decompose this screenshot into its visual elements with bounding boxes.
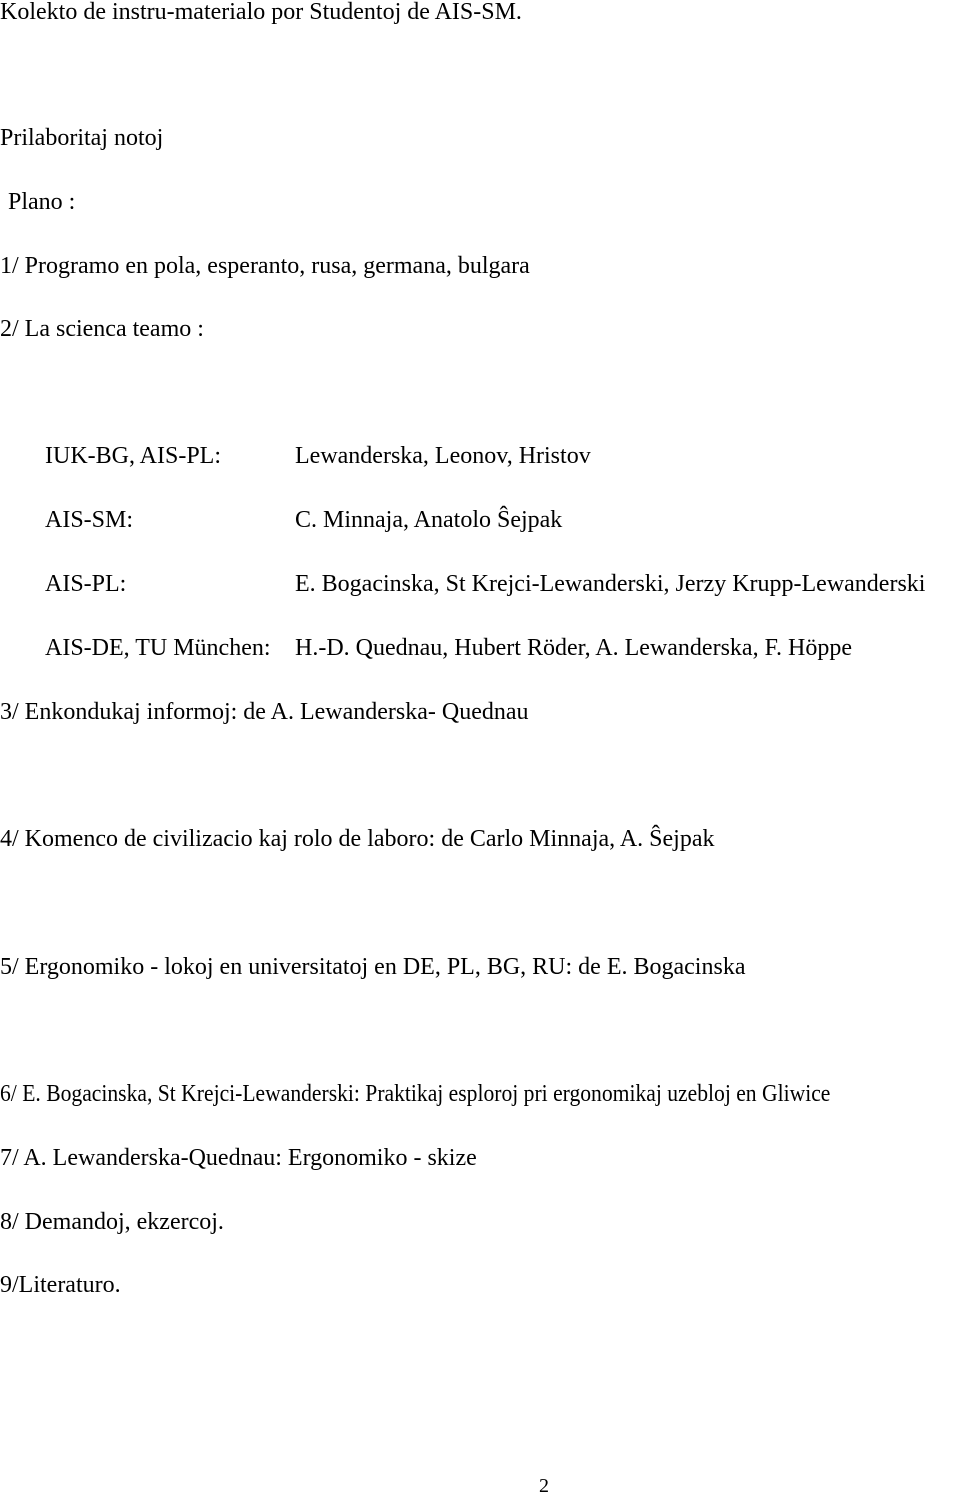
plan-item-7: 7/ A. Lewanderska-Quednau: Ergonomiko - skize	[0, 1145, 477, 1171]
plan-item-1: 1/ Programo en pola, esperanto, rusa, germana, bulgara	[0, 253, 530, 279]
team-members: C. Minnaja, Anatolo Ŝejpak	[295, 507, 563, 533]
team-org: IUK-BG, AIS-PL:	[45, 443, 222, 469]
team-org: AIS-DE, TU München:	[45, 635, 271, 661]
plan-item-4: 4/ Komenco de civilizacio kaj rolo de laboro: de Carlo Minnaja, A. Ŝejpak	[0, 826, 715, 852]
team-org: AIS-SM:	[45, 507, 134, 533]
page-number: 2	[539, 1475, 549, 1497]
collection-title: Kolekto de instru-materialo por Studentoj de AIS-SM.	[0, 0, 522, 25]
plan-item-2: 2/ La scienca teamo :	[0, 316, 204, 342]
plan-label: Plano :	[8, 189, 76, 215]
team-members: Lewanderska, Leonov, Hristov	[295, 443, 591, 469]
notes-heading: Prilaboritaj notoj	[0, 125, 164, 151]
plan-item-6: 6/ E. Bogacinska, St Krejci-Lewanderski: Praktikaj esploroj pri ergonomikaj uzebloj en Gliwice	[0, 1081, 831, 1107]
plan-item-9: 9/Literaturo.	[0, 1272, 121, 1298]
team-members: E. Bogacinska, St Krejci-Lewanderski, Jerzy Krupp-Lewanderski	[295, 571, 926, 597]
team-org: AIS-PL:	[45, 571, 127, 597]
plan-item-5: 5/ Ergonomiko - lokoj en universitatoj en DE, PL, BG, RU: de E. Bogacinska	[0, 954, 746, 980]
team-members: H.-D. Quednau, Hubert Röder, A. Lewanderska, F. Höppe	[295, 635, 852, 661]
plan-item-3: 3/ Enkondukaj informoj: de A. Lewanderska- Quednau	[0, 699, 529, 725]
plan-item-8: 8/ Demandoj, ekzercoj.	[0, 1209, 224, 1235]
